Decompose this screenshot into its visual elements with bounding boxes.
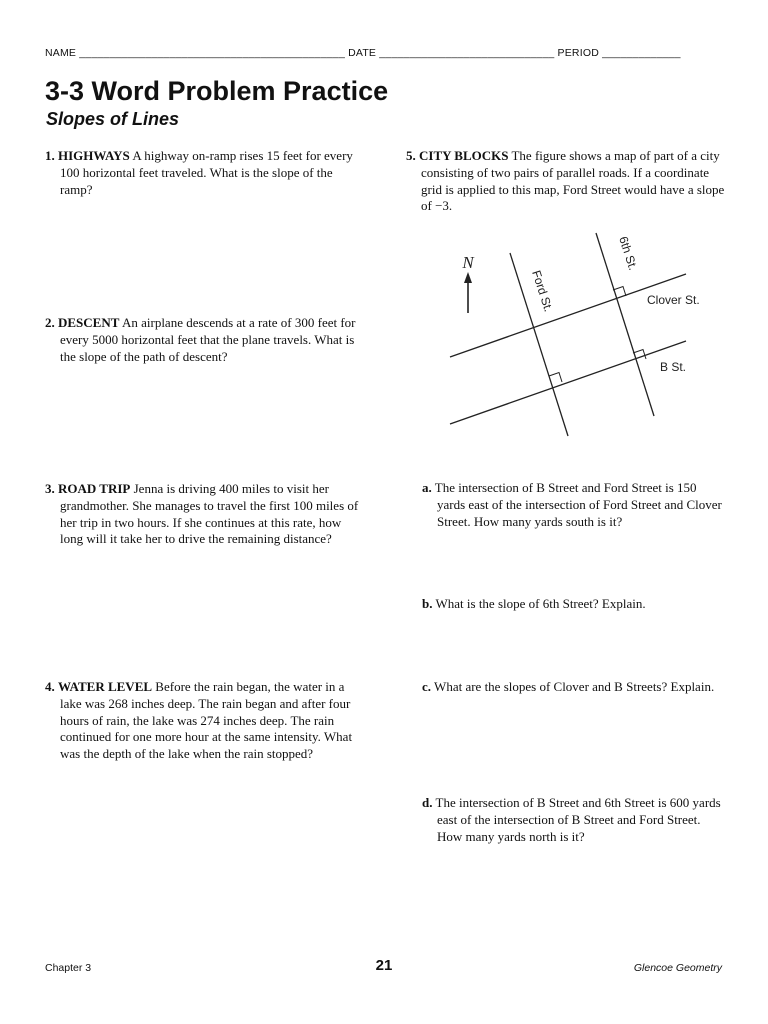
problem-2-text	[45, 315, 365, 365]
north-arrow-icon	[464, 272, 472, 313]
problem-4	[45, 679, 365, 763]
problem-body: A highway on-ramp rises 15 feet for every 100 horizontal feet traveled. What is the slope of the ramp?	[60, 148, 353, 197]
problem-number: 2.	[45, 315, 55, 330]
problem-keyword: HIGHWAYS	[58, 148, 130, 163]
subpart-a-text	[422, 480, 722, 530]
problem-keyword: DESCENT	[58, 315, 120, 330]
subpart-b-text	[422, 596, 722, 613]
b-street-line	[450, 341, 686, 424]
problem-1	[45, 148, 365, 198]
problem-keyword: WATER LEVEL	[58, 679, 153, 694]
subpart-a	[422, 480, 722, 530]
problem-keyword: CITY BLOCKS	[419, 148, 509, 163]
city-map-figure	[448, 228, 708, 440]
name-date-period-line: NAME ____________________________________________ DATE _____________________________ PERIOD _____________	[45, 47, 681, 59]
sixth-street-label: 6th St.	[616, 234, 641, 272]
page-title: 3-3 Word Problem Practice	[45, 76, 389, 106]
problem-5	[406, 148, 726, 215]
subpart-c	[422, 679, 722, 696]
problem-4-text	[45, 679, 365, 763]
subpart-c-text	[422, 679, 722, 696]
b-street-label: B St.	[660, 360, 687, 374]
subpart-label: c.	[422, 679, 432, 694]
problem-number: 1.	[45, 148, 55, 163]
subpart-label: b.	[422, 596, 433, 611]
problem-number: 4.	[45, 679, 55, 694]
subpart-body: The intersection of B Street and 6th Street is 600 yards east of the intersection of B Street and Ford Street. How many yards north is it?	[435, 795, 721, 844]
footer-page-number: 21	[375, 957, 393, 974]
footer-chapter: Chapter 3	[45, 962, 92, 974]
problem-body: An airplane descends at a rate of 300 feet for every 5000 horizontal feet that the plane travels. What is the slope of the path of descent?	[60, 315, 356, 364]
subpart-body: The intersection of B Street and Ford Street is 150 yards east of the intersection of Ford Street and Clover Street. How many yards south is it?	[434, 480, 722, 529]
subpart-body: What are the slopes of Clover and B Streets? Explain.	[434, 679, 715, 694]
subpart-d-text	[422, 795, 722, 845]
subpart-body: What is the slope of 6th Street? Explain.	[435, 596, 646, 611]
problem-2	[45, 315, 365, 365]
problem-number: 5.	[406, 148, 416, 163]
problem-keyword: ROAD TRIP	[58, 481, 131, 496]
north-label: N	[462, 253, 474, 272]
problem-number: 3.	[45, 481, 55, 496]
subpart-label: d.	[422, 795, 433, 810]
footer-book-title: Glencoe Geometry	[633, 962, 722, 974]
problem-5-text	[406, 148, 726, 215]
subpart-b	[422, 596, 722, 613]
problem-body: The figure shows a map of part of a city consisting of two pairs of parallel roads. If a coordinate grid is applied to this map, Ford Street would have a slope of −3.	[421, 148, 725, 214]
subpart-d	[422, 795, 722, 845]
problem-3-text	[45, 481, 365, 548]
clover-street-line	[450, 274, 686, 357]
problem-3	[45, 481, 365, 548]
problem-1-text	[45, 148, 365, 198]
clover-street-label: Clover St.	[647, 293, 700, 307]
ford-street-label: Ford St.	[529, 268, 556, 314]
problem-body: Before the rain began, the water in a lake was 268 inches deep. The rain began and after four hours of rain, the lake was 274 inches deep. The rain continued for one more hour at the same intensity. What was the depth of the lake when the rain stopped?	[60, 679, 353, 762]
subpart-label: a.	[422, 480, 432, 495]
problem-body: Jenna is driving 400 miles to visit her grandmother. She manages to travel the first 100 miles of her trip in two hours. If she continues at this rate, how long will it take her to drive the remaining distance?	[60, 481, 359, 547]
page-subtitle: Slopes of Lines	[46, 109, 180, 129]
